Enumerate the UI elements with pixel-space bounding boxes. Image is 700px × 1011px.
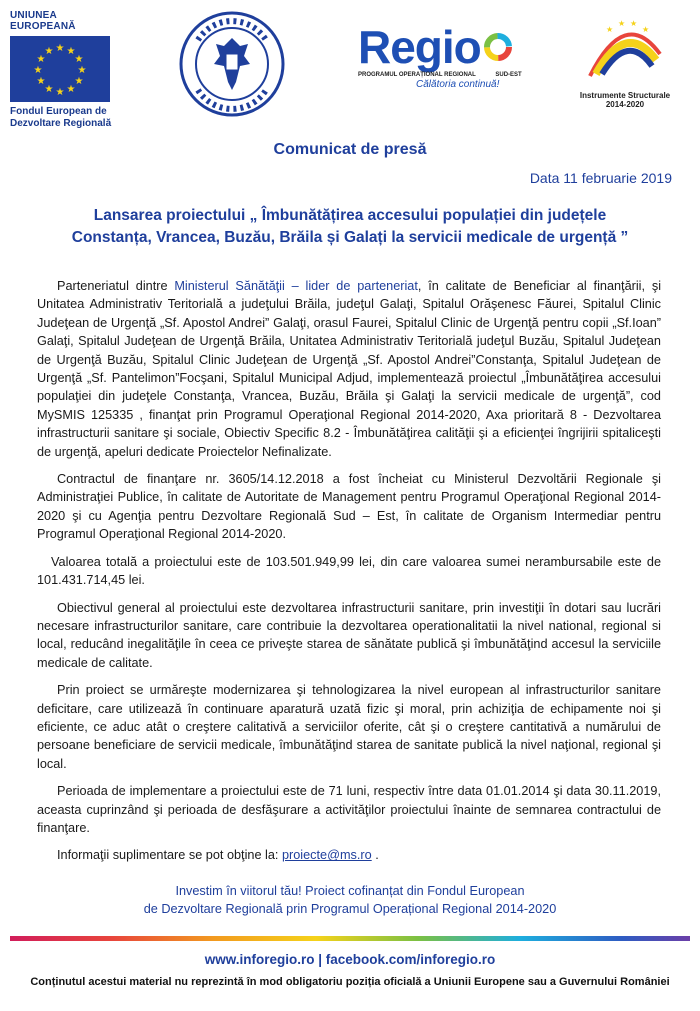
website-links[interactable]: www.inforegio.ro | facebook.com/inforegio.ro (204, 952, 496, 967)
paragraph-value: Valoarea totală a proiectului este de 103.501.949,99 lei, din care valoarea sumei nerambursabile este de 101.431.714,45 lei. (37, 554, 661, 588)
eu-logo (10, 10, 122, 130)
svg-text:★: ★ (642, 25, 650, 34)
structural-instruments-icon (580, 14, 670, 84)
paragraph-period: Perioada de implementare a proiectului este de 71 luni, respectiv între data 01.01.2014 şi data 30.11.2019, aceasta cuprinzând şi perioada de desfăşurare a activităţilor proiectului înainte de semnarea contractului de finanţare. (37, 784, 661, 835)
svg-text:★: ★ (36, 54, 46, 65)
disclaimer: Conținutul acestui material nu reprezintă în mod obligatoriu poziția oficială a Uniunii Europene sau a Guvernului României (30, 976, 670, 988)
svg-text:★: ★ (630, 19, 638, 28)
eu-stars-icon (10, 36, 110, 102)
svg-text:★: ★ (74, 76, 84, 87)
svg-text:★: ★ (55, 87, 65, 98)
regio-ring-icon (483, 32, 513, 62)
svg-text:★: ★ (606, 25, 614, 34)
svg-text:★: ★ (77, 65, 87, 76)
svg-text:★: ★ (55, 43, 65, 54)
svg-text:★: ★ (74, 54, 84, 65)
press-body (37, 277, 661, 874)
press-title (40, 205, 660, 249)
svg-text:★: ★ (66, 84, 76, 95)
title-line-1: Lansarea proiectului „ Îmbunătățirea accesului populației din județele (93, 207, 607, 224)
svg-text:★: ★ (44, 84, 54, 95)
paragraph-objective: Obiectivul general al proiectului este dezvoltarea infrastructurii sanitare, prin investiţii în dotari sau lucrări necesare infrastructurilor sanitare, care contribuie la dezvoltarea operationalitatii la nivel national, regional si local, reducând inegalităţile în ceea ce priveşte starea de sănătate publică şi îmbunătăţind accesul la serviciile medicale de calitate. (37, 600, 661, 670)
page-heading: Comunicat de presă (273, 141, 427, 158)
contact-email-link[interactable]: proiecte@ms.ro (281, 848, 372, 863)
svg-text:★: ★ (44, 46, 54, 57)
rainbow-divider (10, 936, 690, 941)
svg-text:★: ★ (66, 46, 76, 57)
logo-bar (0, 0, 700, 130)
paragraph-contract: Contractul de finanţare nr. 3605/14.12.2018 a fost încheiat cu Ministerul Dezvoltării Regionale şi Administraţiei Publice, în calitate de Autoritate de Management pentru Programul Operaţional Regional 2014-2020 şi cu Agenţia pentru Dezvoltare Regională Sud – Est, în calitate de Organism Intermediar pentru Programul Operaţional Regional 2014-2020. (37, 472, 661, 542)
title-line-2: Constanța, Vrancea, Buzău, Brăila și Galați la servicii medicale de urgență ” (71, 229, 629, 246)
government-seal-icon (178, 10, 286, 118)
structural-instruments-logo (560, 14, 690, 109)
svg-text:★: ★ (33, 65, 43, 76)
paragraph-modernization: Prin proiect se urmăreşte modernizarea şi tehnologizarea la nivel european al infrastructurilor sanitare deficitare, care utilizează în continuare aparatură uzată fizic şi moral, prin achiziţia de echipamente noi şi eficiente, ce aduc atât o creştere calitativă a serviciilor oferite, cât şi o creştere cantitativă a numărului de persoane beneficiare de servicii medicale, îmbunătăţind starea de sanitate publică la nivel naţional, regional şi local. (37, 683, 661, 771)
ministry-name: Ministerul Sănătăţii – lider de parteneriat (174, 279, 418, 293)
eu-fund-line1: Fondul European de (10, 106, 107, 117)
is-years: 2014-2020 (605, 100, 645, 109)
regio-slogan: Călătoria continuă! (416, 79, 500, 90)
eu-title: UNIUNEA EUROPEANĂ (10, 10, 76, 32)
paragraph-contact: Informaţii suplimentare se pot obţine la: proiecte@ms.ro . (57, 848, 379, 863)
regio-wordmark: Regio (358, 21, 481, 73)
regio-logo (358, 21, 528, 90)
paragraph-partnership: Parteneriatul dintre Ministerul Sănătăţii – lider de parteneriat, în calitate de Beneficiar al finanţării, şi Unitatea Administrativ Teritorială a judeţului Brăila, judeţul Galaţi, Spitalul Orăşenesc Făurei, Spitalul Clinic Judeţean de Urgenţă „Sf. Apostol Andrei” Galaţi, orasul Faurei, Spitalul Clinic de Urgenţă pentru copii „Sf.Ioan” Galaţi, Spitalul Judeţean de Urgenţă Brăila, Unitatea Administrativ Teritorială judeţul Buzău, Spitalul Judeţean de Urgenţă Buzău, Spitalul Clinic Judeţean de Urgenţă „Sf. Apostol Andrei”Constanţa, Spitalul Judeţean de Urgenţă „Sf. Pantelimon”Focşani, Spitalul Municipal Adjud, implementează proiectul „Îmbunătăţirea accesului populaţiei din judeţele Constanţa, Vrancea, Buzău, Brăila şi Galaţi la servicii medicale de urgenţă”, cod MySMIS 125335 , finanţat prin Programul Operaţional Regional 2014-2020, Axa prioritară 8 - Dezvoltarea infrastructurii sanitare şi sociale, Obiectiv Specific 8.2 - Îmbunătăţirea calităţii şi a eficienţei îngrijirii spitaliceşti de urgenţă, apeluri dedicate Proiectelor Nefinalizate. (37, 279, 662, 459)
svg-text:★: ★ (618, 19, 626, 28)
eu-flag-icon (10, 36, 110, 102)
regio-program: PROGRAMUL OPERAȚIONAL REGIONAL SUD-EST (358, 72, 522, 78)
release-date: Data 11 februarie 2019 (529, 170, 672, 186)
eu-fund-line2: Dezvoltare Regională (10, 118, 112, 129)
is-name: Instrumente Structurale (579, 91, 671, 100)
invest-line-1: Investim în viitorul tău! Proiect cofinanțat din Fondul European (175, 884, 525, 898)
cofinancing-note (0, 882, 700, 918)
invest-line-2: de Dezvoltare Regională prin Programul Operațional Regional 2014-2020 (143, 902, 557, 916)
eu-fund-label (10, 106, 122, 130)
svg-text:★: ★ (36, 76, 46, 87)
